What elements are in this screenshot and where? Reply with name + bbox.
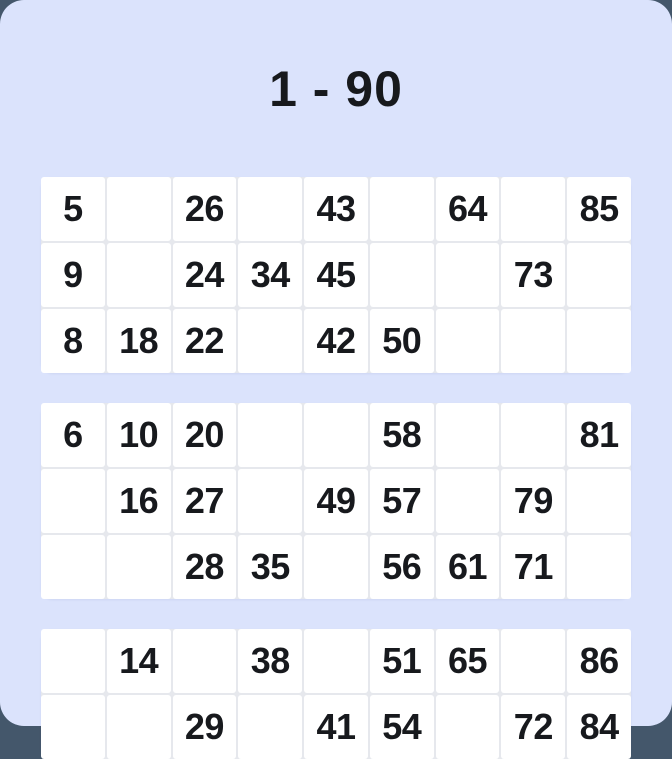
bingo-cell-empty[interactable] (41, 695, 105, 759)
bingo-cell-number[interactable]: 43 (304, 177, 368, 241)
bingo-cell-number[interactable]: 79 (501, 469, 565, 533)
bingo-cell-number[interactable]: 10 (107, 403, 171, 467)
bingo-cell-empty[interactable] (41, 469, 105, 533)
bingo-cell-number[interactable]: 57 (370, 469, 434, 533)
bingo-cell-number[interactable]: 41 (304, 695, 368, 759)
bingo-cell-number[interactable]: 9 (41, 243, 105, 307)
bingo-cell-empty[interactable] (567, 469, 631, 533)
bingo-cell-number[interactable]: 64 (436, 177, 500, 241)
bingo-cell-number[interactable]: 61 (436, 535, 500, 599)
bingo-cell-number[interactable]: 71 (501, 535, 565, 599)
bingo-cell-number[interactable]: 56 (370, 535, 434, 599)
bingo-cell-number[interactable]: 5 (41, 177, 105, 241)
bingo-cell-number[interactable]: 51 (370, 629, 434, 693)
bingo-cell-empty[interactable] (436, 695, 500, 759)
bingo-cell-empty[interactable] (501, 309, 565, 373)
bingo-cell-number[interactable]: 18 (107, 309, 171, 373)
bingo-cell-empty[interactable] (41, 535, 105, 599)
bingo-cell-number[interactable]: 54 (370, 695, 434, 759)
bingo-cell-number[interactable]: 6 (41, 403, 105, 467)
bingo-cell-number[interactable]: 49 (304, 469, 368, 533)
bingo-cell-empty[interactable] (567, 243, 631, 307)
bingo-cell-empty[interactable] (238, 403, 302, 467)
bingo-cell-empty[interactable] (238, 177, 302, 241)
bingo-cell-empty[interactable] (567, 535, 631, 599)
bingo-cell-empty[interactable] (436, 469, 500, 533)
bingo-cell-number[interactable]: 26 (173, 177, 237, 241)
bingo-cell-number[interactable]: 14 (107, 629, 171, 693)
bingo-cell-number[interactable]: 35 (238, 535, 302, 599)
bingo-cell-number[interactable]: 58 (370, 403, 434, 467)
bingo-cell-empty[interactable] (107, 243, 171, 307)
bingo-cell-number[interactable]: 34 (238, 243, 302, 307)
page-title: 1 - 90 (269, 61, 403, 117)
bingo-card (41, 629, 631, 759)
bingo-cell-number[interactable]: 28 (173, 535, 237, 599)
bingo-cell-number[interactable]: 45 (304, 243, 368, 307)
bingo-cell-empty[interactable] (370, 177, 434, 241)
bingo-cell-empty[interactable] (304, 403, 368, 467)
bingo-cell-number[interactable]: 24 (173, 243, 237, 307)
bingo-cell-number[interactable]: 50 (370, 309, 434, 373)
bingo-cell-empty[interactable] (41, 629, 105, 693)
bingo-cell-number[interactable]: 27 (173, 469, 237, 533)
bingo-cell-empty[interactable] (436, 309, 500, 373)
bingo-cell-empty[interactable] (173, 629, 237, 693)
bingo-cell-number[interactable]: 42 (304, 309, 368, 373)
bingo-cell-number[interactable]: 73 (501, 243, 565, 307)
bingo-cell-empty[interactable] (501, 403, 565, 467)
bingo-cell-number[interactable]: 65 (436, 629, 500, 693)
bingo-cell-empty[interactable] (238, 469, 302, 533)
bingo-cell-number[interactable]: 84 (567, 695, 631, 759)
bingo-cell-number[interactable]: 86 (567, 629, 631, 693)
bingo-cell-number[interactable]: 72 (501, 695, 565, 759)
bingo-cell-number[interactable]: 85 (567, 177, 631, 241)
bingo-cards-list (41, 177, 631, 759)
bingo-card (41, 403, 631, 599)
bingo-cell-empty[interactable] (501, 629, 565, 693)
bingo-cell-number[interactable]: 22 (173, 309, 237, 373)
bingo-cell-empty[interactable] (107, 177, 171, 241)
bingo-cell-empty[interactable] (238, 695, 302, 759)
bingo-cell-number[interactable]: 38 (238, 629, 302, 693)
bingo-cell-number[interactable]: 8 (41, 309, 105, 373)
bingo-cell-empty[interactable] (567, 309, 631, 373)
bingo-cell-empty[interactable] (304, 535, 368, 599)
bingo-cell-number[interactable]: 16 (107, 469, 171, 533)
bingo-cell-empty[interactable] (436, 243, 500, 307)
bingo-cell-empty[interactable] (107, 535, 171, 599)
bingo-cell-empty[interactable] (370, 243, 434, 307)
bingo-cell-empty[interactable] (107, 695, 171, 759)
bingo-cell-empty[interactable] (238, 309, 302, 373)
bingo-cell-number[interactable]: 29 (173, 695, 237, 759)
bingo-cell-number[interactable]: 20 (173, 403, 237, 467)
bingo-cell-empty[interactable] (436, 403, 500, 467)
bingo-cell-empty[interactable] (304, 629, 368, 693)
bingo-cell-empty[interactable] (501, 177, 565, 241)
bingo-cell-number[interactable]: 81 (567, 403, 631, 467)
bingo-card (41, 177, 631, 373)
